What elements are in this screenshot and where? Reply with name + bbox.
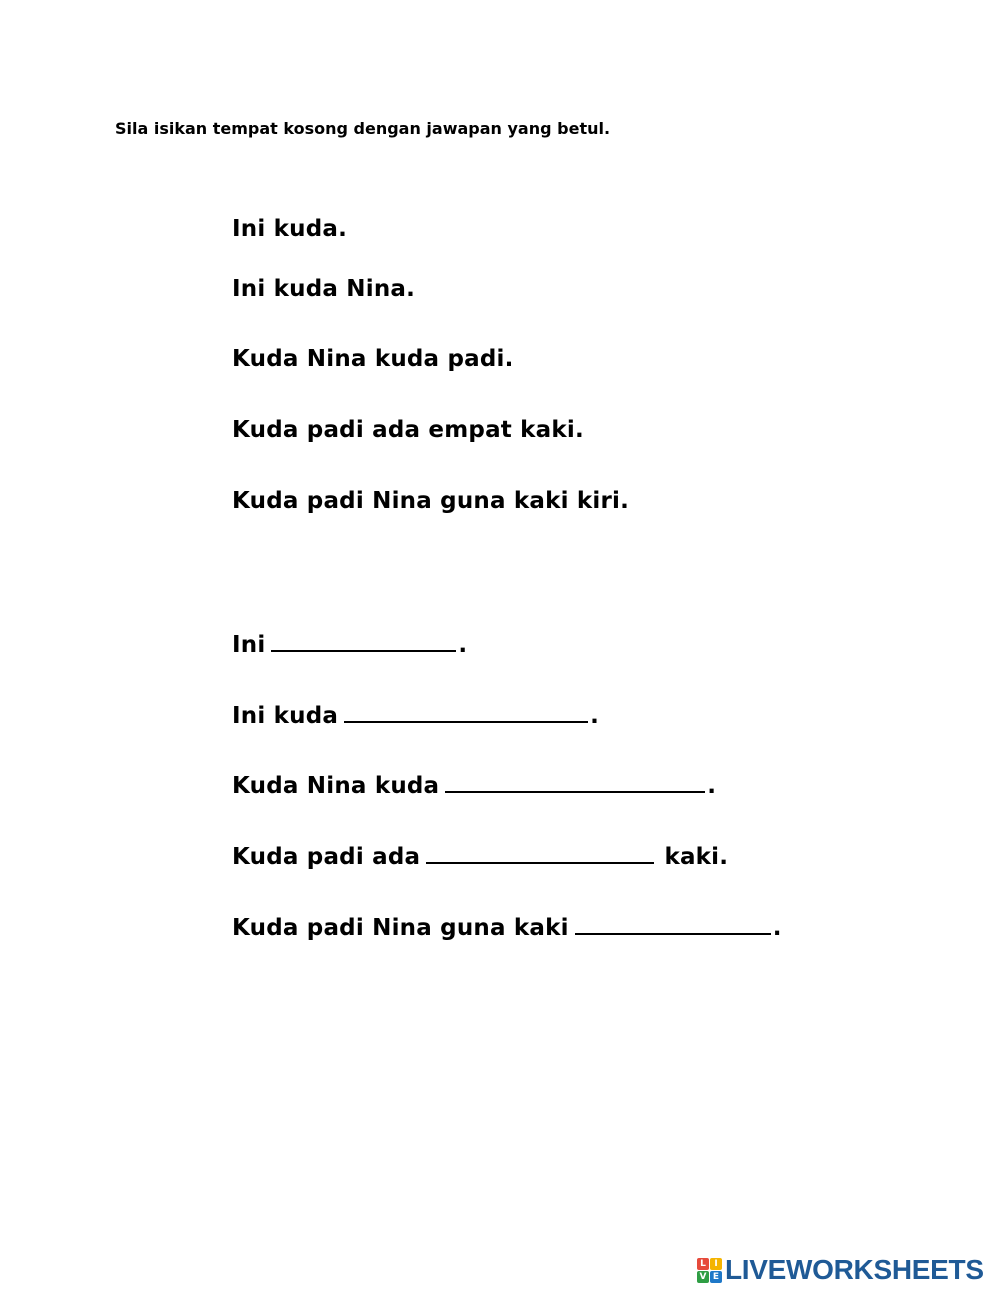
exercise-text-before: Kuda padi Nina guna kaki [232,915,569,941]
exercise-line-3 [232,771,716,799]
logo-cell-l: L [697,1258,709,1270]
exercise-text-after: . [707,773,717,799]
exercise-text-after: . [590,703,600,729]
instruction-text: Sila isikan tempat kosong dengan jawapan yang betul. [115,119,611,138]
liveworksheets-watermark [697,1254,984,1286]
logo-cell-v: V [697,1271,709,1283]
exercise-text-after: . [458,632,468,658]
watermark-text: LIVEWORKSHEETS [725,1254,984,1285]
exercise-line-2 [232,701,599,729]
exercise-text-after: kaki. [656,844,729,870]
exercise-text-before: Kuda Nina kuda [232,773,440,799]
exercise-text-before: Ini kuda [232,703,339,729]
exercise-line-5 [232,913,782,941]
passage-line-3: Kuda Nina kuda padi. [232,346,514,372]
passage-line-1: Ini kuda. [232,216,348,242]
answer-blank-5[interactable] [575,913,771,935]
exercise-text-after: . [772,915,782,941]
passage-line-4: Kuda padi ada empat kaki. [232,417,584,443]
answer-blank-4[interactable] [426,842,654,864]
exercise-text-before: Kuda padi ada [232,844,421,870]
exercise-text-before: Ini [232,632,266,658]
exercise-line-1 [232,630,467,658]
logo-cell-e: E [710,1271,722,1283]
passage-line-5: Kuda padi Nina guna kaki kiri. [232,488,630,514]
passage-line-2: Ini kuda Nina. [232,276,416,302]
exercise-line-4 [232,842,728,870]
answer-blank-3[interactable] [445,771,705,793]
answer-blank-1[interactable] [271,630,456,652]
logo-cell-i: I [710,1258,722,1270]
answer-blank-2[interactable] [344,701,588,723]
liveworksheets-logo-icon [697,1258,722,1283]
